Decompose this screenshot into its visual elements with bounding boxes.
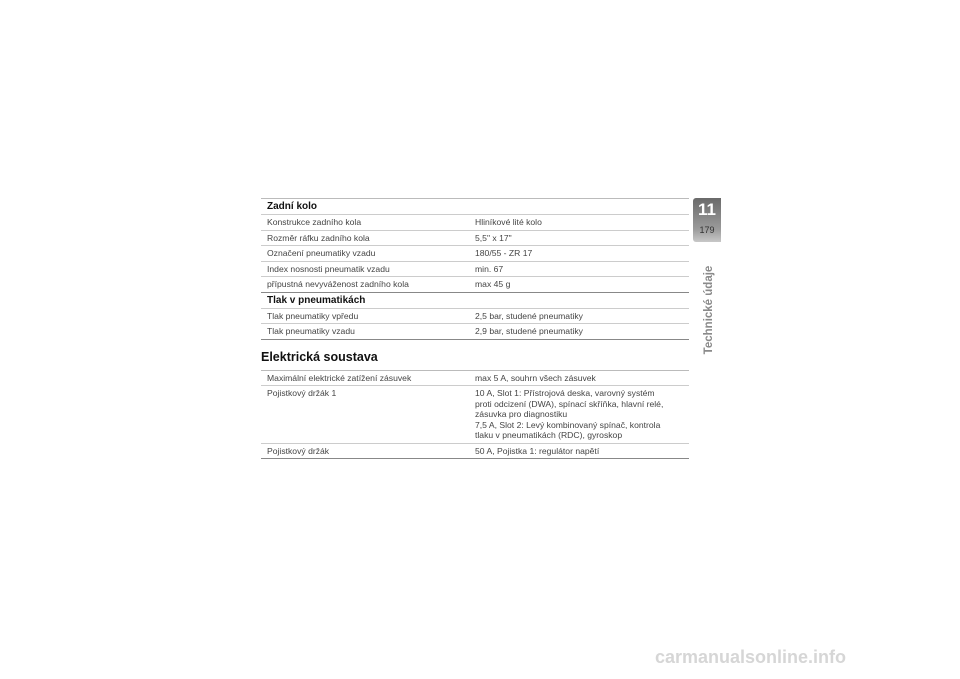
electrical-table bbox=[261, 370, 689, 460]
row-label: Pojistkový držák 1 bbox=[267, 388, 337, 398]
row-value-line: 50 A, Pojistka 1: regulátor napětí bbox=[475, 445, 600, 456]
row-value bbox=[469, 246, 689, 261]
row-value-line: 10 A, Slot 1: Přístrojová deska, varovný systém bbox=[475, 388, 655, 398]
row-value-line: tlaku v pneumatikách (RDC), gyroskop bbox=[475, 430, 623, 440]
row-value-line: 180/55 - ZR 17 bbox=[475, 248, 533, 258]
row-value bbox=[469, 262, 689, 277]
row-label: Index nosnosti pneumatik vzadu bbox=[267, 263, 390, 274]
row-label: Pojistkový držák bbox=[267, 445, 330, 456]
electrical-section-title: Elektrická soustava bbox=[261, 349, 378, 364]
row-value-line: proti odcizení (DWA), spínací skříňka, hlavní relé, bbox=[475, 398, 664, 409]
row-label: Konstrukce zadního kola bbox=[267, 217, 362, 227]
chapter-title: Technické údaje bbox=[703, 265, 715, 355]
table-row bbox=[261, 386, 689, 444]
table-row bbox=[261, 324, 689, 340]
row-label: Maximální elektrické zatížení zásuvek bbox=[267, 372, 412, 383]
table-row bbox=[261, 277, 689, 293]
chapter-tab bbox=[693, 198, 721, 242]
table-row bbox=[261, 231, 689, 247]
rear-wheel-table bbox=[261, 198, 689, 340]
chapter-number: 11 bbox=[698, 200, 716, 219]
row-label: Označení pneumatiky vzadu bbox=[267, 248, 376, 258]
row-label: přípustná nevyváženost zadního kola bbox=[267, 279, 409, 289]
row-value-line: max 45 g bbox=[475, 279, 511, 289]
table-row bbox=[261, 309, 689, 325]
row-value bbox=[469, 277, 689, 292]
table-row bbox=[261, 262, 689, 278]
row-value-line: max 5 A, souhrn všech zásuvek bbox=[475, 372, 596, 383]
table-row bbox=[261, 246, 689, 262]
row-label: Tlak pneumatiky vpředu bbox=[267, 310, 359, 321]
table-row bbox=[261, 444, 689, 460]
row-value bbox=[469, 231, 689, 246]
chapter-title-vertical bbox=[697, 250, 721, 370]
row-value-line: 5,5" x 17" bbox=[475, 232, 512, 243]
row-label: Rozměr ráfku zadního kola bbox=[267, 232, 370, 243]
row-value bbox=[469, 309, 689, 324]
row-value-line: 2,9 bar, studené pneumatiky bbox=[475, 326, 583, 336]
page-number: 179 bbox=[699, 225, 715, 235]
row-value bbox=[469, 324, 689, 339]
row-label: Tlak pneumatiky vzadu bbox=[267, 326, 355, 336]
row-value-line: 2,5 bar, studené pneumatiky bbox=[475, 310, 583, 321]
row-value bbox=[469, 444, 689, 459]
watermark: carmanualsonline.info bbox=[655, 647, 847, 667]
row-value bbox=[469, 215, 689, 230]
row-value bbox=[469, 371, 689, 386]
table-row bbox=[261, 215, 689, 231]
tire-pressure-heading: Tlak v pneumatikách bbox=[261, 293, 689, 309]
rear-wheel-heading: Zadní kolo bbox=[261, 199, 689, 215]
spec-content bbox=[261, 198, 689, 459]
row-value-line: min. 67 bbox=[475, 263, 504, 274]
row-value-line: zásuvka pro diagnostiku bbox=[475, 409, 568, 419]
row-value-line: Hliníkové lité kolo bbox=[475, 217, 542, 227]
table-row bbox=[261, 371, 689, 387]
row-value-line: 7,5 A, Slot 2: Levý kombinovaný spínač, kontrola bbox=[475, 419, 661, 430]
row-value bbox=[469, 386, 689, 443]
